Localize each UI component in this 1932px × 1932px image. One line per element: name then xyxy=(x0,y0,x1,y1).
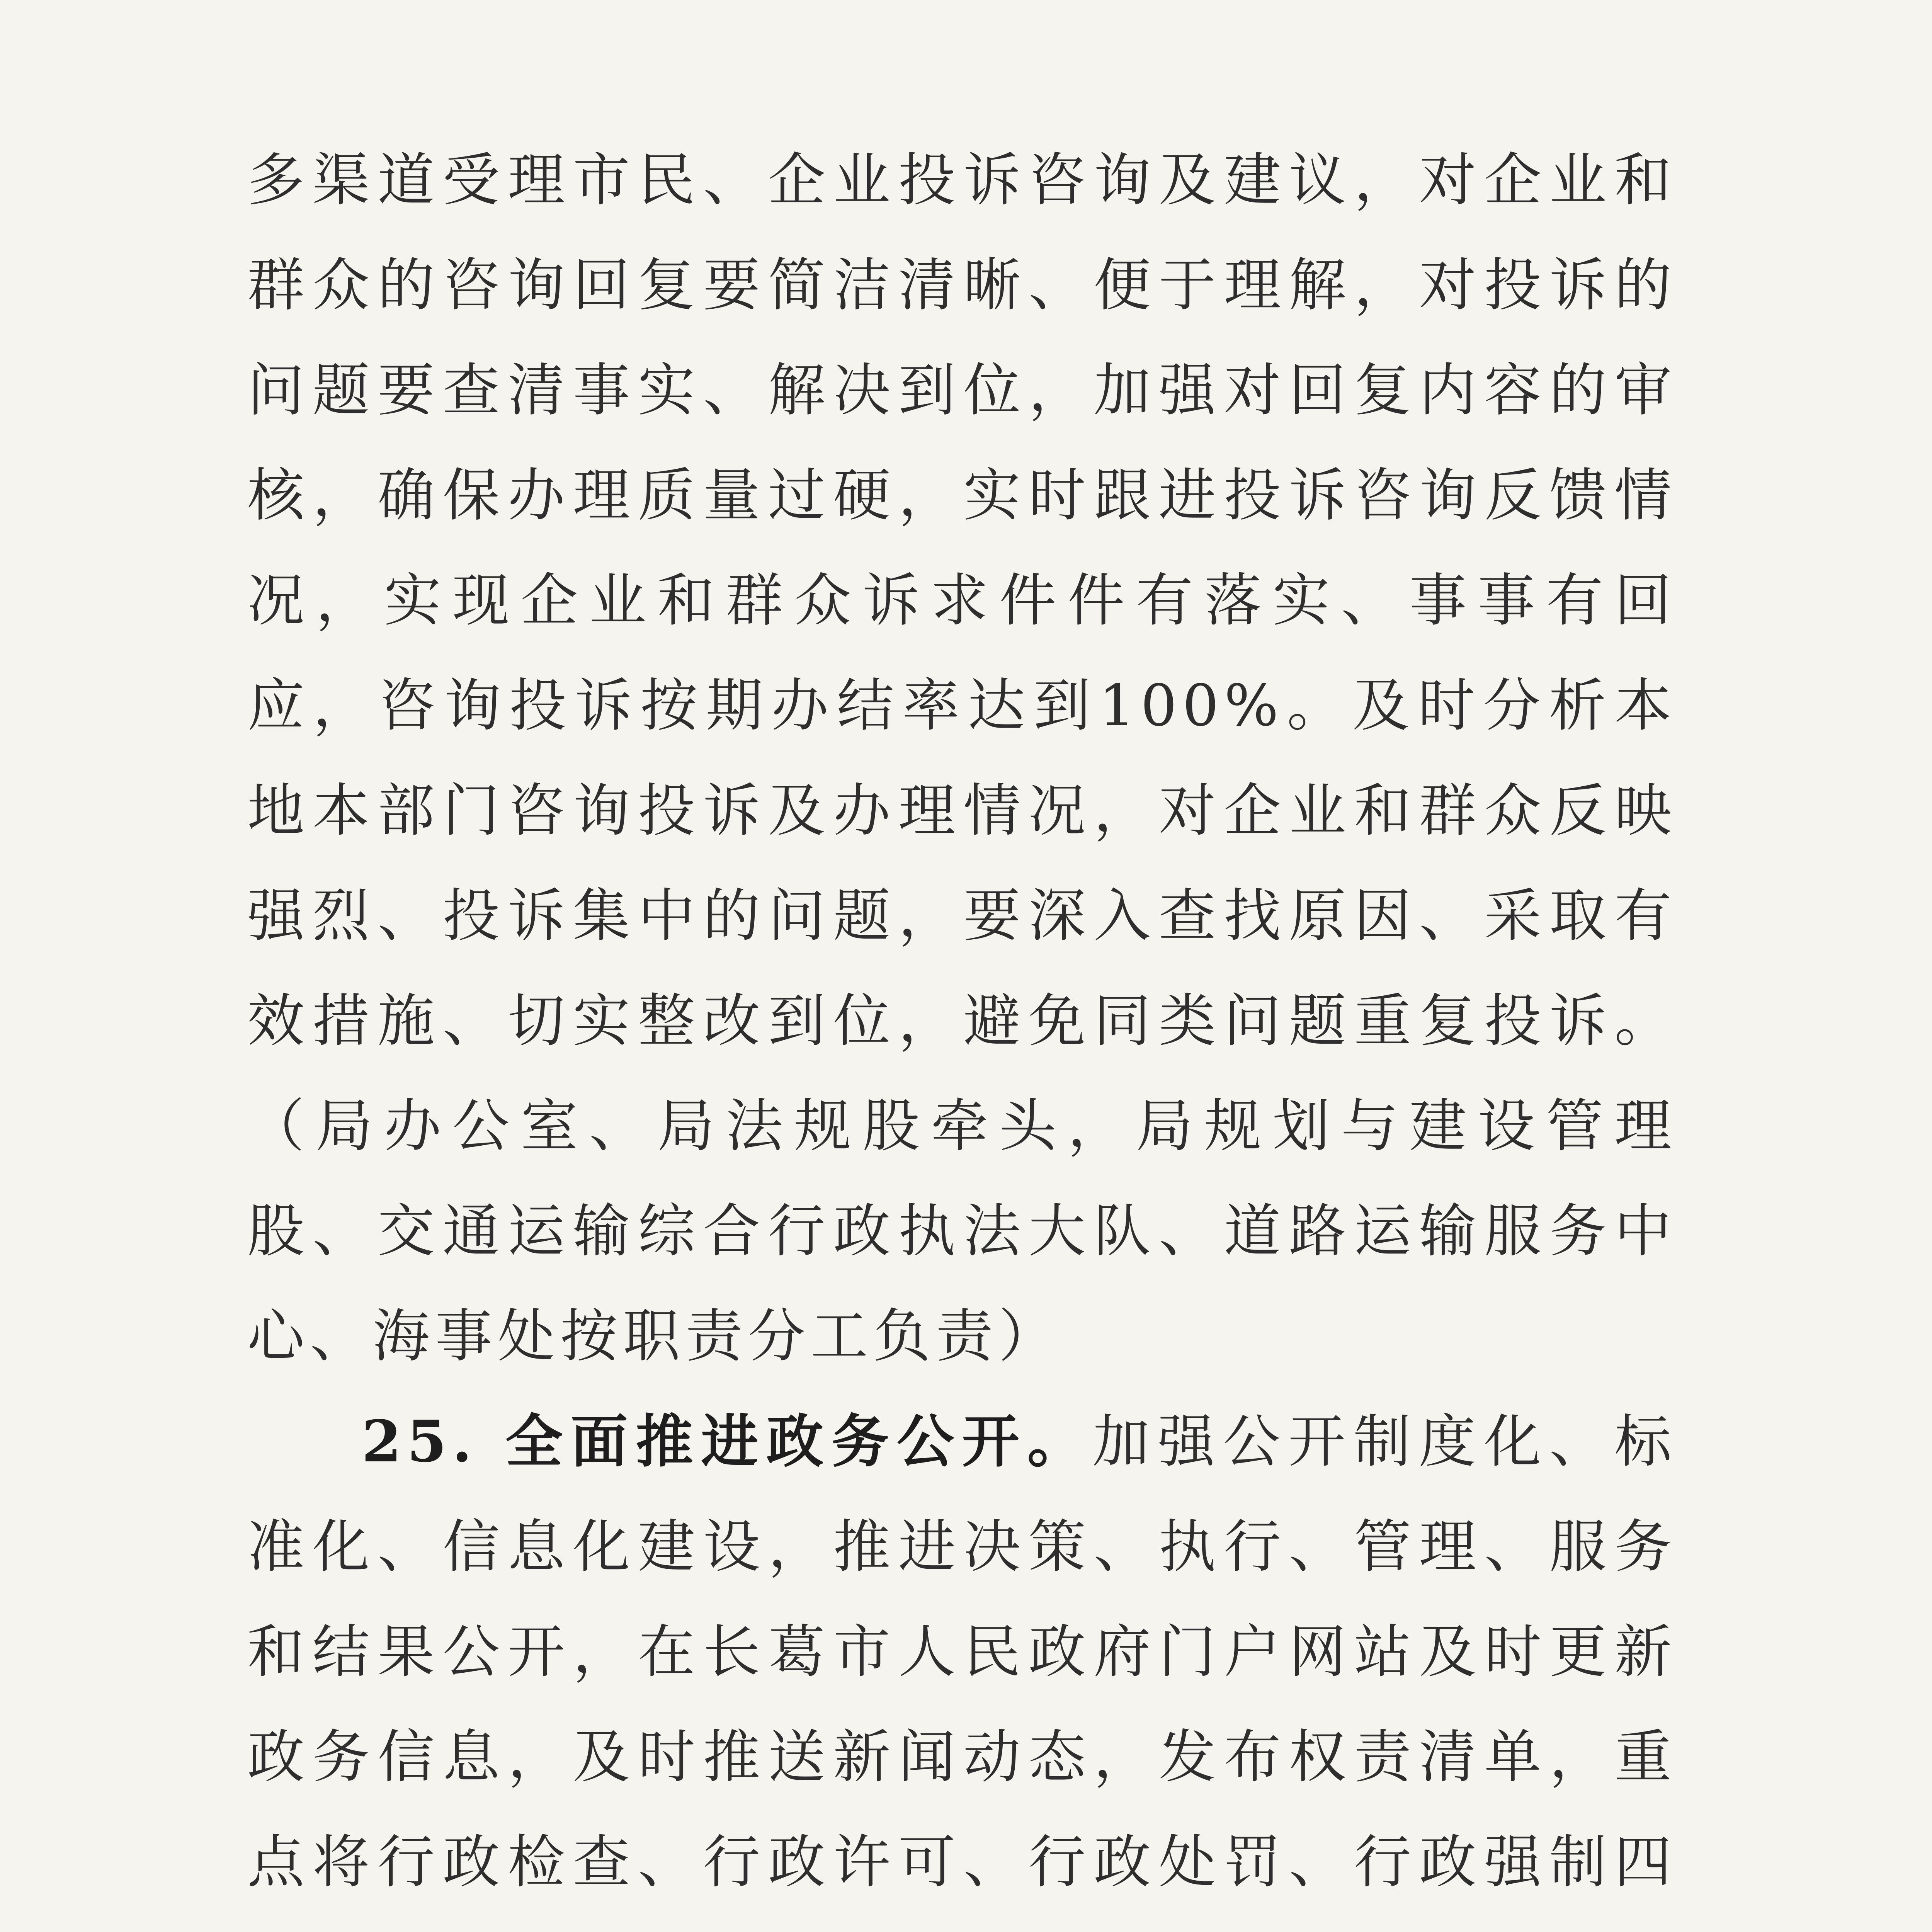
paragraph-text: 多渠道受理市民、企业投诉咨询及建议，对企业和群众的咨询回复要简洁清晰、便于理解，对投诉的问题要查清事实、解决到位，加强对回复内容的审核，确保办理质量过硬，实时跟进投诉咨询反馈情况，实现企业和群众诉求件件有落实、事事有回应，咨询投诉按期办结率达到100%。及时分析本地本部门咨询投诉及办理情况，对企业和群众反映强烈、投诉集中的问题，要深入查找原因、采取有效措施、切实整改到位，避免同类问题重复投诉。（局办公室、局法规股牵头，局规划与建设管理股、交通运输综合行政执法大队、道路运输服务中心、海事处按职责分工负责） xyxy=(247,147,1677,1369)
paragraph-item-25 xyxy=(247,1389,1677,1932)
document-body xyxy=(247,128,1677,1932)
item-25-heading: 25. 全面推进政务公开。 xyxy=(362,1408,1093,1475)
item-25-text: 加强公开制度化、标准化、信息化建设，推进决策、执行、管理、服务和结果公开，在长葛市人民政府门户网站及时更新政务信息，及时推送新闻动态，发布权责清单，重点将行政检查、行政许可、行政处罚、行政强制四 xyxy=(247,1408,1677,1895)
paragraph-complaint-handling xyxy=(247,128,1677,1389)
